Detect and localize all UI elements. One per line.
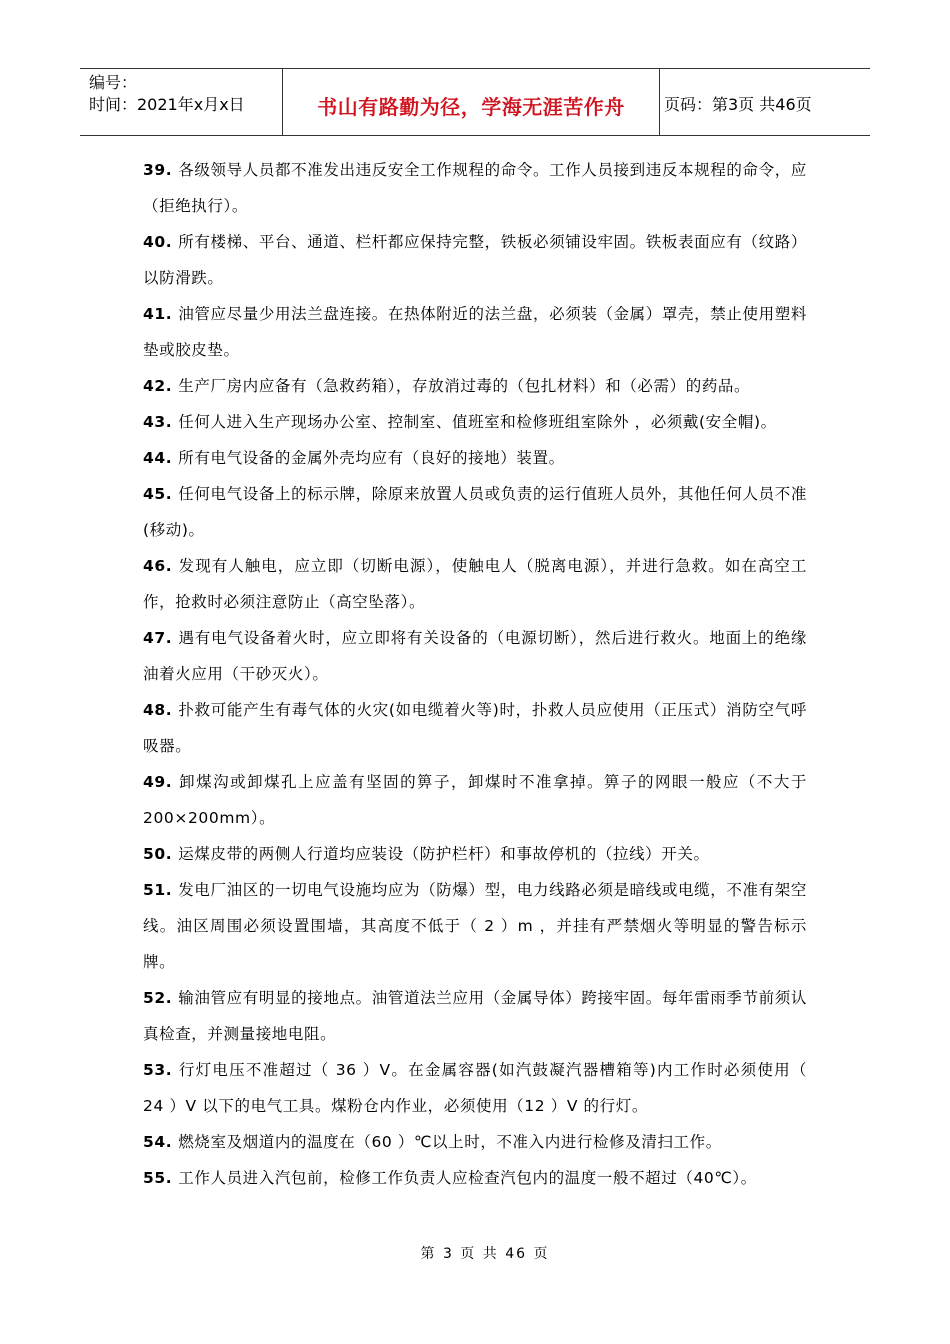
header-page-code: [660, 71, 870, 135]
item-number: 41.: [143, 305, 173, 323]
list-item: [143, 224, 807, 296]
item-text: 发电厂油区的一切电气设施均应为（防爆）型，电力线路必须是暗线或电缆，不准有架空线。油区周围必须设置围墙，其高度不低于（ 2 ）m ，并挂有严禁烟火等明显的警告标示牌。: [143, 881, 807, 971]
item-number: 39.: [143, 161, 173, 179]
list-item: [143, 692, 807, 764]
list-item: [143, 548, 807, 620]
item-number: 44.: [143, 449, 173, 467]
time-line: 时间：2021年x月x日: [89, 95, 245, 114]
list-item: [143, 1124, 807, 1160]
item-number: 49.: [143, 773, 173, 791]
header-meta: [80, 69, 282, 135]
list-item: [143, 1052, 807, 1124]
item-text: 行灯电压不准超过（ 36 ）V。在金属容器(如汽鼓凝汽器槽箱等)内工作时必须使用（ 24 ）V 以下的电气工具。煤粉仓内作业，必须使用（12 ）V 的行灯。: [143, 1061, 807, 1115]
item-number: 52.: [143, 989, 173, 1007]
item-number: 47.: [143, 629, 173, 647]
item-text: 输油管应有明显的接地点。油管道法兰应用（金属导体）跨接牢固。每年雷雨季节前须认真检查，并测量接地电阻。: [143, 989, 807, 1043]
list-item: [143, 152, 807, 224]
item-number: 43.: [143, 413, 173, 431]
item-text: 油管应尽量少用法兰盘连接。在热体附近的法兰盘，必须装（金属）罩壳，禁止使用塑料垫或胶皮垫。: [143, 305, 807, 359]
list-item: [143, 368, 807, 404]
page-code-text: 页码：第3页 共46页: [664, 94, 812, 114]
item-number: 40.: [143, 233, 173, 251]
code-label: 编号：: [89, 73, 138, 92]
item-number: 42.: [143, 377, 173, 395]
list-item: [143, 620, 807, 692]
list-item: [143, 476, 807, 548]
item-text: 发现有人触电，应立即（切断电源），使触电人（脱离电源），并进行急救。如在高空工作，抢救时必须注意防止（高空坠落）。: [143, 557, 807, 611]
item-number: 51.: [143, 881, 173, 899]
item-text: 所有电气设备的金属外壳均应有（良好的接地）装置。: [178, 449, 565, 467]
motto-text: 书山有路勤为径，学海无涯苦作舟: [317, 94, 625, 119]
footer-page-number: 第 3 页 共 46 页: [420, 1246, 550, 1262]
item-number: 53.: [143, 1061, 173, 1079]
list-item: [143, 404, 807, 440]
header-motto-cell: [282, 69, 660, 135]
page-header: [80, 68, 870, 136]
item-text: 扑救可能产生有毒气体的火灾(如电缆着火等)时，扑救人员应使用（正压式）消防空气呼吸器。: [143, 701, 807, 755]
item-text: 任何人进入生产现场办公室、控制室、值班室和检修班组室除外 ，必须戴(安全帽)。: [178, 413, 777, 431]
item-text: 工作人员进入汽包前，检修工作负责人应检查汽包内的温度一般不超过（40℃）。: [178, 1169, 757, 1187]
item-text: 遇有电气设备着火时，应立即将有关设备的（电源切断），然后进行救火。地面上的绝缘油着火应用（干砂灭火）。: [143, 629, 807, 683]
list-item: [143, 764, 807, 836]
item-text: 燃烧室及烟道内的温度在（60 ）℃以上时，不准入内进行检修及清扫工作。: [178, 1133, 722, 1151]
item-text: 所有楼梯、平台、通道、栏杆都应保持完整，铁板必须铺设牢固。铁板表面应有（纹路）以防滑跌。: [143, 233, 807, 287]
item-text: 生产厂房内应备有（急救药箱），存放消过毒的（包扎材料）和（必需）的药品。: [178, 377, 751, 395]
item-number: 45.: [143, 485, 173, 503]
item-text: 任何电气设备上的标示牌，除原来放置人员或负责的运行值班人员外，其他任何人员不准(移动)。: [143, 485, 807, 539]
item-text: 卸煤沟或卸煤孔上应盖有坚固的箅子，卸煤时不准拿掉。箅子的网眼一般应（不大于200×200mm）。: [143, 773, 807, 827]
item-number: 54.: [143, 1133, 173, 1151]
item-number: 55.: [143, 1169, 173, 1187]
item-number: 48.: [143, 701, 173, 719]
page-footer: [0, 1243, 950, 1263]
item-text: 运煤皮带的两侧人行道均应装设（防护栏杆）和事故停机的（拉线）开关。: [178, 845, 710, 863]
list-item: [143, 836, 807, 872]
item-text: 各级领导人员都不准发出违反安全工作规程的命令。工作人员接到违反本规程的命令，应（拒绝执行）。: [143, 161, 807, 215]
list-item: [143, 440, 807, 476]
item-number: 50.: [143, 845, 173, 863]
list-item: [143, 980, 807, 1052]
list-item: [143, 1160, 807, 1196]
list-item: [143, 296, 807, 368]
list-item: [143, 872, 807, 980]
question-list: [143, 152, 807, 1196]
item-number: 46.: [143, 557, 173, 575]
